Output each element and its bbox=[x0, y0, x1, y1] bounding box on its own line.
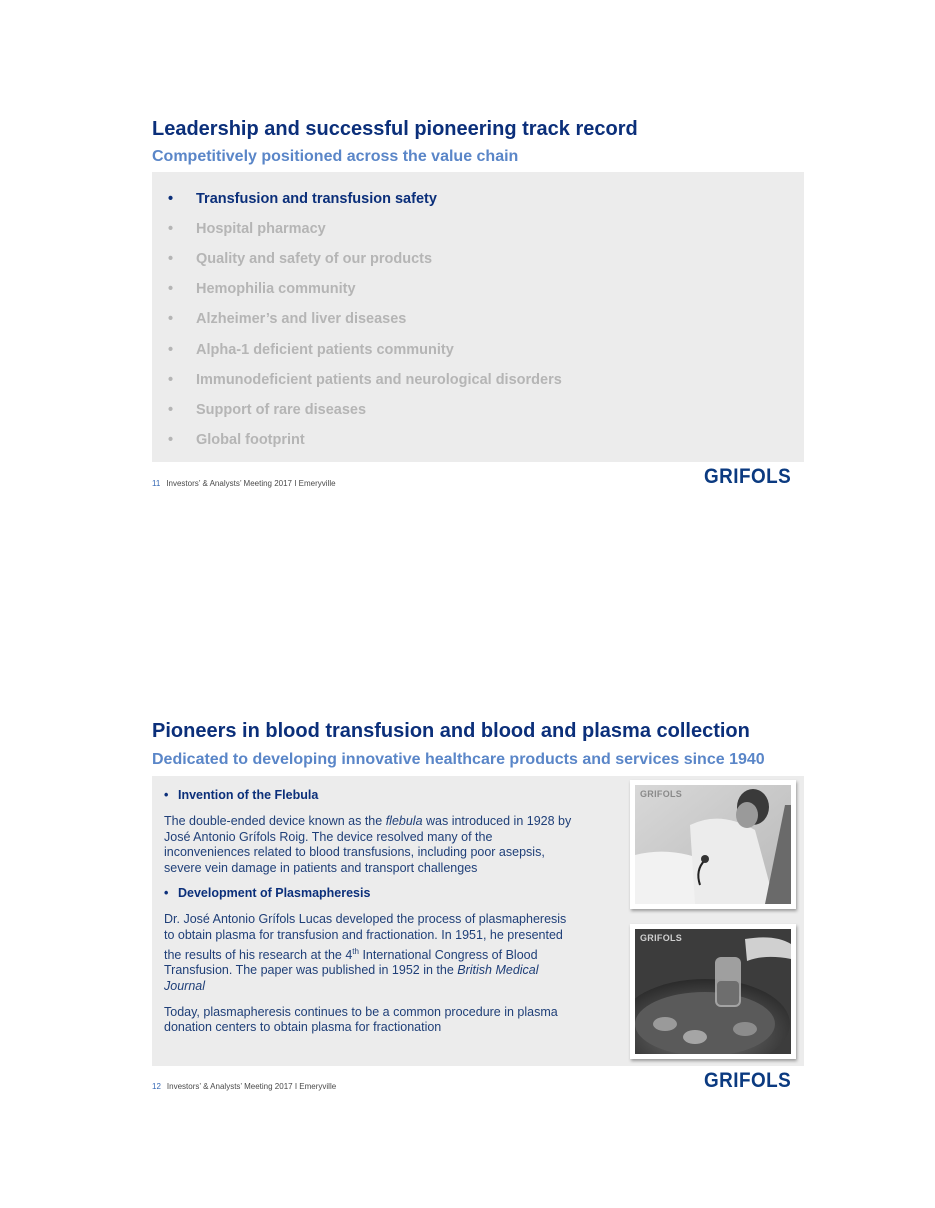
photo-watermark: GRIFOLS bbox=[640, 789, 683, 799]
agenda-item-label: Alzheimer’s and liver diseases bbox=[196, 311, 407, 328]
agenda-item-label: Hospital pharmacy bbox=[196, 221, 326, 238]
bullet: • bbox=[168, 431, 174, 448]
page-number: 11 bbox=[152, 479, 161, 488]
bullet: • bbox=[168, 251, 174, 268]
agenda-item bbox=[164, 334, 562, 364]
agenda-item bbox=[164, 425, 562, 455]
heading-text: Development of Plasmapheresis bbox=[178, 886, 371, 901]
agenda-item bbox=[164, 184, 562, 214]
slide-title: Pioneers in blood transfusion and blood and plasma collection bbox=[152, 720, 750, 742]
text-run: International Congress of Blood Transfusion. The paper was published in 1952 in the bbox=[164, 947, 538, 978]
slide-subtitle: Competitively positioned across the value chain bbox=[152, 148, 519, 165]
bullet: • bbox=[168, 401, 174, 418]
content-panel bbox=[152, 776, 804, 1066]
section-heading-plasmapheresis bbox=[164, 886, 574, 900]
footer-text: Investors’ & Analysts’ Meeting 2017 I Emeryville bbox=[166, 479, 336, 488]
bullet: • bbox=[164, 886, 169, 901]
today-paragraph: Today, plasmapheresis continues to be a common procedure in plasma donation centers to obtain plasma for fractionation bbox=[164, 1004, 558, 1035]
grifols-logo: GRIFOLS bbox=[704, 1069, 792, 1092]
agenda-item-label: Quality and safety of our products bbox=[196, 251, 433, 268]
footer-text: Investors’ & Analysts’ Meeting 2017 I Emeryville bbox=[166, 1082, 337, 1091]
slide-12 bbox=[0, 600, 935, 1160]
bullet: • bbox=[168, 371, 174, 388]
bullet: • bbox=[168, 221, 174, 238]
agenda-panel bbox=[152, 172, 804, 462]
agenda-item-label: Hemophilia community bbox=[196, 281, 356, 298]
grifols-logo: GRIFOLS bbox=[704, 465, 792, 488]
slide-11 bbox=[0, 0, 935, 560]
agenda-item-label: Alpha-1 deficient patients community bbox=[196, 341, 454, 358]
text-run: Dr. José Antonio Grífols Lucas developed the process of plasmapheresis to obtain plasma for transfusion and fractionation. In 1951, he presented the results of his research at the 4 bbox=[164, 912, 567, 962]
bullet: • bbox=[168, 191, 174, 208]
heading-text: Invention of the Flebula bbox=[178, 788, 319, 802]
agenda-item bbox=[164, 304, 562, 334]
agenda-item-label: Global footprint bbox=[196, 431, 305, 448]
section-heading-flebula bbox=[164, 788, 574, 802]
photo-image bbox=[635, 785, 791, 904]
slide-footer bbox=[152, 1082, 336, 1091]
agenda-item bbox=[164, 214, 562, 244]
flebula-paragraph bbox=[164, 814, 574, 876]
agenda-item bbox=[164, 274, 562, 304]
agenda-list bbox=[164, 184, 562, 455]
superscript: th bbox=[352, 946, 359, 956]
italic-term: flebula bbox=[385, 814, 423, 828]
italic-journal: British Medical Journal bbox=[164, 963, 539, 993]
agenda-item bbox=[164, 395, 562, 425]
flebula-photo bbox=[630, 780, 796, 909]
page-number: 12 bbox=[152, 1082, 161, 1091]
slide-title: Leadership and successful pioneering track record bbox=[152, 118, 638, 140]
slide-subtitle: Dedicated to developing innovative healthcare products and services since 1940 bbox=[152, 751, 765, 768]
bullet: • bbox=[168, 341, 174, 358]
bullet: • bbox=[164, 788, 169, 802]
agenda-item-label: Transfusion and transfusion safety bbox=[196, 191, 437, 208]
agenda-item-label: Immunodeficient patients and neurological disorders bbox=[196, 371, 562, 388]
bullet: • bbox=[168, 311, 174, 328]
text-column bbox=[164, 788, 574, 1046]
photo-watermark: GRIFOLS bbox=[640, 933, 683, 943]
text-run: was introduced in 1928 by José Antonio Grífols Roig. The device resolved many of the inconveniences related to blood transfusions, including poor asepsis, severe vein damage in patients and transport challenges bbox=[164, 814, 572, 875]
agenda-item bbox=[164, 244, 562, 274]
plasmapheresis-paragraph bbox=[164, 912, 574, 994]
agenda-item bbox=[164, 365, 562, 395]
agenda-item-label: Support of rare diseases bbox=[196, 401, 367, 418]
bullet: • bbox=[168, 281, 174, 298]
slide-footer bbox=[152, 479, 336, 488]
text-run: The double-ended device known as the bbox=[164, 814, 386, 828]
photo-image bbox=[635, 929, 791, 1054]
plasmapheresis-photo bbox=[630, 924, 796, 1059]
